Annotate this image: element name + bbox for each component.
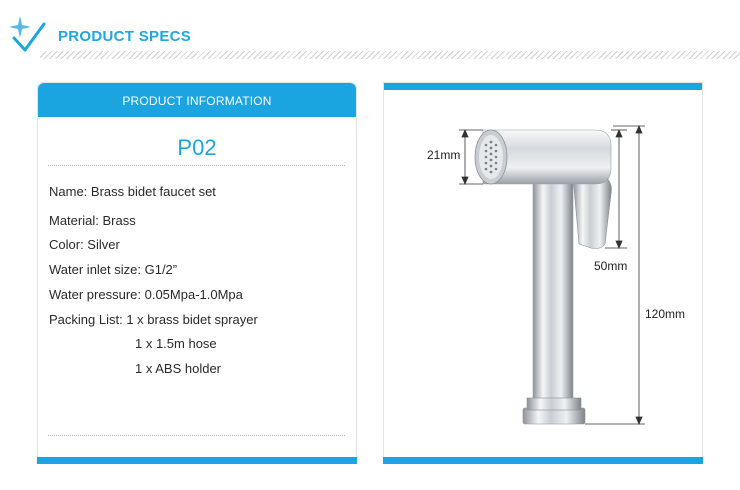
spec-inlet: Water inlet size: G1/2” bbox=[49, 262, 178, 277]
dimension-width-label: 50mm bbox=[594, 259, 628, 273]
spec-packing: Packing List: 1 x brass bidet sprayer bbox=[49, 312, 258, 327]
divider bbox=[48, 435, 345, 436]
header-divider bbox=[40, 51, 740, 59]
spec-packing-hose: 1 x 1.5m hose bbox=[135, 336, 217, 351]
model-number: P02 bbox=[177, 135, 217, 160]
page-header bbox=[0, 0, 740, 62]
spec-material: Material: Brass bbox=[49, 213, 136, 228]
page-title: PRODUCT SPECS bbox=[58, 28, 192, 45]
bidet-sprayer-illustration bbox=[383, 82, 703, 464]
sparkle-check-icon bbox=[6, 12, 46, 52]
spec-name: Name: Brass bidet faucet set bbox=[49, 184, 216, 199]
dimension-head-label: 21mm bbox=[427, 148, 461, 162]
dimension-height-label: 120mm bbox=[645, 307, 686, 321]
product-info-title: PRODUCT INFORMATION bbox=[38, 83, 356, 117]
spec-packing-holder: 1 x ABS holder bbox=[135, 361, 221, 376]
spec-pressure: Water pressure: 0.05Mpa-1.0Mpa bbox=[49, 287, 243, 302]
spec-color: Color: Silver bbox=[49, 237, 120, 252]
panel-footer-bar bbox=[37, 457, 357, 464]
divider bbox=[48, 165, 345, 166]
product-info-panel bbox=[37, 82, 357, 464]
